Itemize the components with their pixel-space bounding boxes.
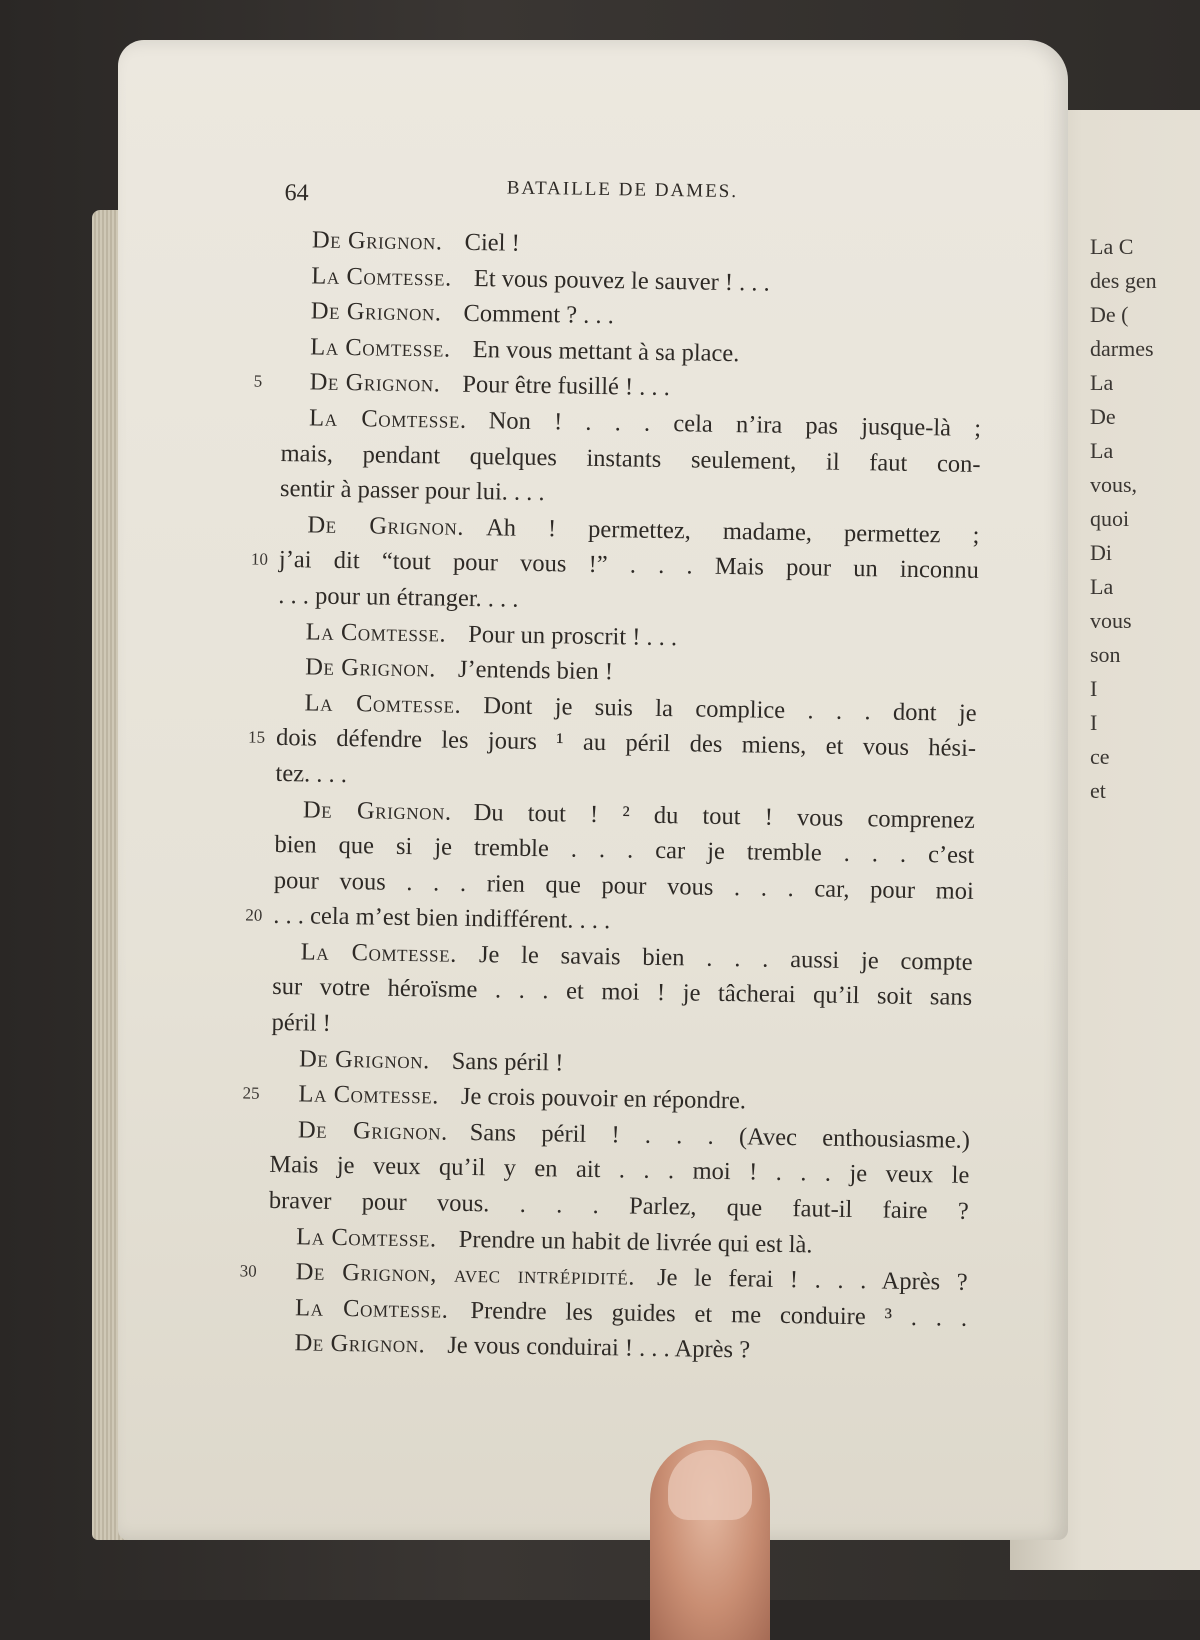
facing-fragment: vous [1090, 604, 1200, 638]
dialogue-text: Je le savais bien . . . aussi je compte [479, 941, 973, 976]
dialogue-text: En vous mettant à sa place. [473, 336, 740, 367]
speaker-name: De Grignon. [299, 1045, 430, 1074]
dialogue-text: Dont je suis la complice . . . dont je [483, 692, 977, 727]
facing-fragment: son [1090, 638, 1200, 672]
facing-fragment: I [1090, 706, 1200, 740]
line-number: 15 [248, 720, 273, 756]
speaker-name: La Comtesse. [301, 938, 458, 967]
dialogue-text: mais, pendant quelques instants seulement, il faut con- [280, 440, 980, 478]
line-number: 25 [242, 1076, 267, 1112]
dialogue-text: Non ! . . . cela n’ira pas jusque-là ; [488, 407, 981, 442]
facing-fragment: quoi [1090, 502, 1200, 536]
page-content [266, 172, 985, 1372]
speaker-name: De Grignon. [298, 1116, 448, 1145]
speaker-name: La Comtesse. [310, 333, 451, 362]
dialogue-text: pour vous . . . rien que pour vous . . . car, pour moi [274, 867, 974, 905]
speaker-name: De Grignon. [305, 654, 436, 683]
dialogue-text: Je crois pouvoir en répondre. [461, 1083, 746, 1114]
facing-fragment: De [1090, 400, 1200, 434]
dialogue-text: . . . cela m’est bien indifférent. . . . [273, 902, 610, 934]
line-number: 30 [239, 1254, 264, 1290]
dialogue-text: Comment ? . . . [463, 300, 614, 329]
dialogue-text: bien que si je tremble . . . car je tremble . . . c’est [274, 831, 974, 869]
speaker-name: De Grignon, avec intrépidité. [296, 1259, 636, 1291]
facing-fragment: La [1090, 570, 1200, 604]
dialogue-text: . . . pour un étranger. . . . [278, 582, 519, 613]
dialogue-text: péril ! [271, 1009, 331, 1037]
speaker-name: De Grignon. [307, 511, 464, 540]
dialogue-text: Prendre les guides et me conduire ³ . . . [470, 1297, 967, 1332]
dialogue-text: Prendre un habit de livrée qui est là. [459, 1225, 813, 1258]
speaker-name: La Comtesse. [306, 618, 447, 647]
facing-fragment: et [1090, 774, 1200, 808]
speaker-name: De Grignon. [303, 796, 452, 825]
speaker-name: De Grignon. [312, 226, 443, 255]
speaker-name: La Comtesse. [298, 1081, 439, 1110]
facing-page-text [1090, 230, 1200, 808]
facing-fragment: I [1090, 672, 1200, 706]
thumb [650, 1440, 770, 1640]
dialogue-text: Sans péril ! [452, 1047, 564, 1076]
facing-fragment: Di [1090, 536, 1200, 570]
dialogue-text: Du tout ! ² du tout ! vous comprenez [474, 799, 976, 834]
dialogue-text: Et vous pouvez le sauver ! . . . [474, 265, 770, 297]
dialogue-text: J’entends bien ! [458, 656, 614, 685]
dialogue-text: dois défendre les jours ¹ au péril des miens, et vous hési- [276, 724, 976, 762]
facing-fragment: ce [1090, 740, 1200, 774]
line-number: 20 [245, 898, 270, 934]
dialogue-text: braver pour vous. . . . Parlez, que faut-il faire ? [269, 1187, 969, 1225]
facing-fragment: des gen [1090, 264, 1200, 298]
facing-fragment: La [1090, 434, 1200, 468]
facing-fragment: vous, [1090, 468, 1200, 502]
dialogue-text: sur votre héroïsme . . . et moi ! je tâcherai qu’il soit sans [272, 973, 972, 1011]
dialogue-text: Pour un proscrit ! . . . [468, 620, 677, 650]
facing-fragment: La C [1090, 230, 1200, 264]
line-number: 5 [253, 364, 278, 400]
dialogue-text: Je le ferai ! . . . Après ? [657, 1264, 968, 1296]
facing-fragment: darmes [1090, 332, 1200, 366]
facing-fragment: De ( [1090, 298, 1200, 332]
speaker-name: La Comtesse. [311, 262, 452, 291]
page-number: 64 [284, 180, 308, 207]
dialogue-text: Ah ! permettez, madame, permettez ; [486, 514, 980, 549]
speaker-name: De Grignon. [309, 369, 440, 398]
speaker-name: La Comtesse. [295, 1294, 449, 1323]
dialogue-text: tez. . . . [275, 760, 347, 788]
speaker-name: De Grignon. [311, 298, 442, 327]
dialogue-text: Je vous conduirai ! . . . Après ? [447, 1332, 750, 1364]
speaker-name: La Comtesse. [296, 1223, 437, 1252]
thumbnail [668, 1450, 752, 1520]
speaker-name: La Comtesse. [304, 689, 461, 718]
dialogue-text: sentir à passer pour lui. . . . [280, 475, 545, 506]
dialogue-text: Pour être fusillé ! . . . [462, 371, 670, 401]
dialogue-text: Ciel ! [464, 229, 520, 257]
dialogue-text: j’ai dit “tout pour vous !” . . . Mais pour un inconnu [279, 546, 979, 584]
speaker-name: La Comtesse. [309, 404, 467, 433]
facing-fragment: La [1090, 366, 1200, 400]
speaker-name: De Grignon. [294, 1330, 425, 1359]
dialogue-text: Sans péril ! . . . (Avec enthousiasme.) [470, 1119, 971, 1154]
line-number: 10 [251, 542, 276, 578]
running-title: BATAILLE DE DAMES. [507, 177, 739, 203]
dialogue-text: Mais je veux qu’il y en ait . . . moi ! . . . je veux le [269, 1151, 969, 1189]
